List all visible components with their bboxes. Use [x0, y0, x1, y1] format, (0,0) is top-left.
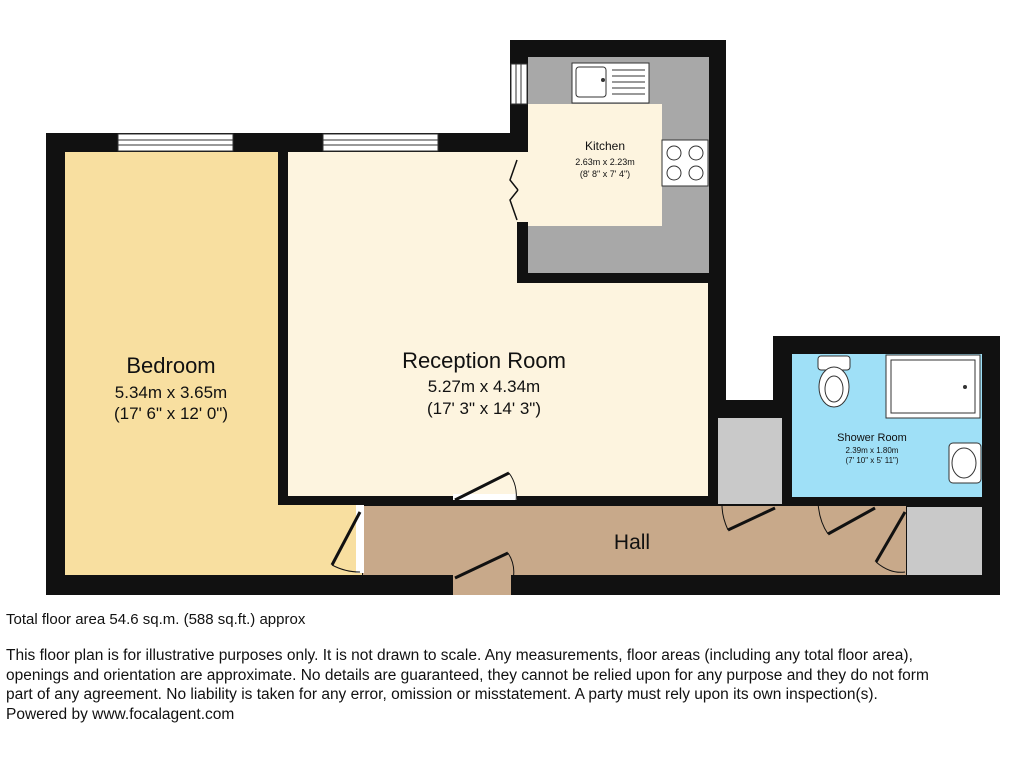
hall-name: Hall — [613, 531, 651, 554]
shower-room-metric: 2.39m x 1.80m — [845, 446, 899, 455]
bedroom-imperial: (17' 6" x 12' 0") — [113, 404, 229, 423]
disclaimer-line-1: This floor plan is for illustrative purposes only. It is not drawn to scale. Any measurements, floor areas (including any total floor area), — [6, 647, 913, 664]
shower-tray-icon — [886, 355, 980, 418]
powered-by: Powered by www.focalagent.com — [6, 705, 235, 723]
disclaimer-line-2: openings and orientation are approximate. No details are guaranteed, they cannot be relied upon for any purpose and they do not form — [6, 666, 929, 684]
bedroom-name: Bedroom — [126, 353, 216, 378]
basin-icon — [949, 443, 981, 483]
disclaimer — [6, 646, 1024, 724]
kitchen-metric: 2.63m x 2.23m — [575, 157, 635, 167]
shower-room-imperial: (7' 10" x 5' 11") — [845, 456, 899, 465]
bedroom-metric: 5.34m x 3.65m — [114, 383, 228, 402]
shower-room-name: Shower Room — [837, 432, 907, 444]
reception-name: Reception Room — [402, 348, 566, 373]
kitchen-name: Kitchen — [584, 139, 626, 153]
kitchen-window — [511, 64, 527, 104]
front-door-gap — [453, 575, 511, 595]
reception-metric: 5.27m x 4.34m — [427, 377, 541, 396]
sink-icon — [572, 63, 649, 103]
cupboard-right — [907, 507, 982, 575]
reception-imperial: (17' 3" x 14' 3") — [426, 399, 542, 418]
bedroom-window — [118, 134, 233, 151]
kitchen-opening — [517, 152, 529, 222]
cupboard-hall — [718, 418, 782, 504]
total-floor-area: Total floor area 54.6 sq.m. (588 sq.ft.) approx — [6, 611, 306, 628]
toilet-icon — [818, 356, 850, 407]
kitchen-imperial: (8' 8" x 7' 4") — [579, 169, 631, 179]
hob-icon — [662, 140, 708, 186]
disclaimer-line-3: part of any agreement. No liability is taken for any error, omission or misstatement. A party must rely upon its own inspection(s). — [6, 686, 878, 703]
reception-window — [323, 134, 438, 151]
